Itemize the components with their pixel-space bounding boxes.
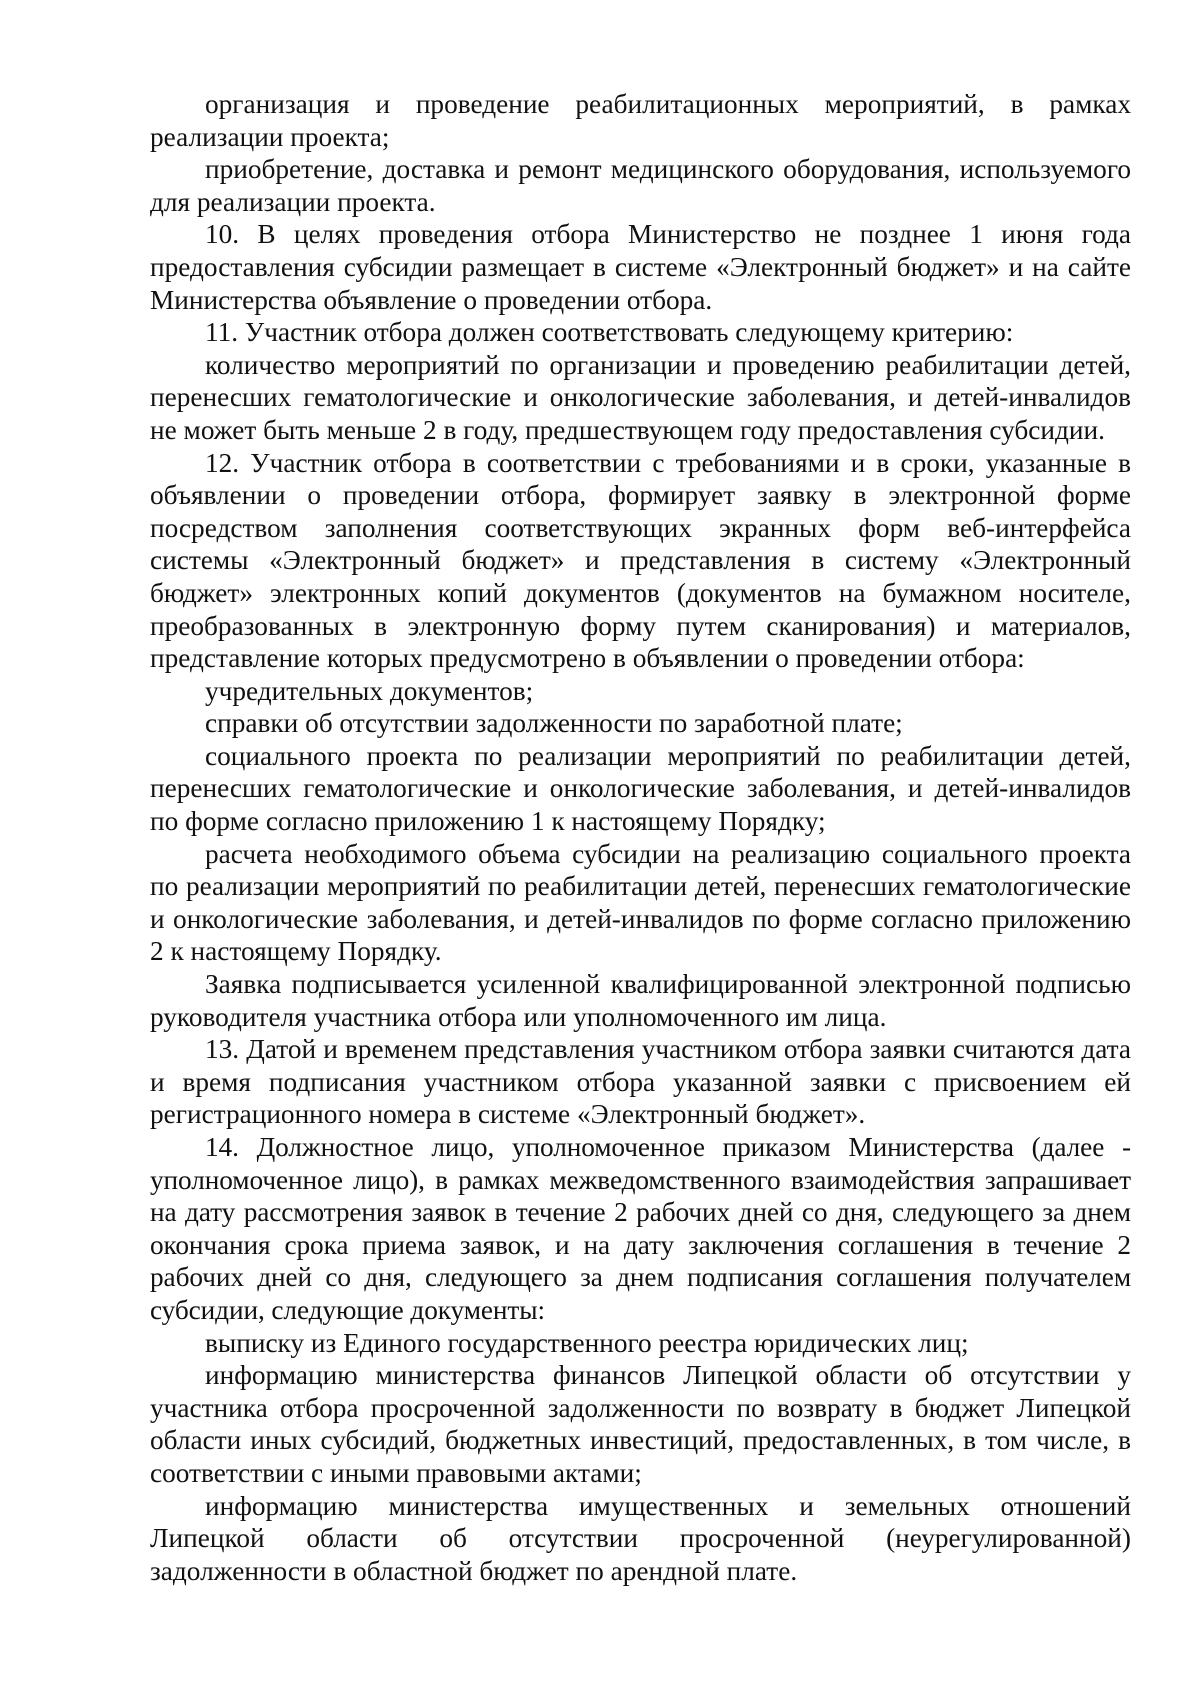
paragraph-13: 13. Датой и временем представления участником отбора заявки считаются дата и время подписания участником отбора указанной заявки с присвоением ей регистрационного номера в системе «Электронный бюджет».: [150, 1034, 1131, 1130]
paragraph-12: 12. Участник отбора в соответствии с требованиями и в сроки, указанные в объявлении о проведении отбора, формирует заявку в электронной форме посредством заполнения соответствующих экранных форм веб-интерфейса системы «Электронный бюджет» и представления в систему «Электронный бюджет» электронных копий документов (документов на бумажном носителе, преобразованных в электронную форму путем сканирования) и материалов, представление которых предусмотрено в объявлении о проведении отбора:: [150, 447, 1131, 674]
paragraph-14: 14. Должностное лицо, уполномоченное приказом Министерства (далее - уполномоченное лицо), в рамках межведомственного взаимодействия запрашивает на дату рассмотрения заявок в течение 2 рабочих дней со дня, следующего за днем окончания срока приема заявок, и на дату заключения соглашения в течение 2 рабочих дней со дня, следующего за днем подписания соглашения получателем субсидии, следующие документы:: [150, 1132, 1131, 1325]
paragraph-equipment: приобретение, доставка и ремонт медицинского оборудования, используемого для реализации проекта.: [150, 154, 1131, 217]
list-item-property-ministry-info: информацию министерства имущественных и земельных отношений Липецкой области об отсутствии просроченной (неурегулированной) задолженности в областной бюджет по арендной плате.: [150, 1490, 1131, 1586]
list-item-finance-ministry-info: информацию министерства финансов Липецкой области об отсутствии у участника отбора просроченной задолженности по возврату в бюджет Липецкой области иных субсидий, бюджетных инвестиций, предоставленных, в том числе, в соответствии с иными правовыми актами;: [150, 1360, 1131, 1488]
paragraph-rehabilitation-activities: организация и проведение реабилитационных мероприятий, в рамках реализации проекта;: [150, 89, 1131, 152]
list-item-legal-entities-register: выписку из Единого государственного реестра юридических лиц;: [205, 1327, 969, 1358]
document-body: [150, 88, 1131, 1587]
paragraph-11-criterion: количество мероприятий по организации и проведению реабилитации детей, перенесших гематологические и онкологические заболевания, и детей-инвалидов не может быть меньше 2 в году, предшествующем году предоставления субсидии.: [150, 349, 1131, 445]
list-item-subsidy-calculation: расчета необходимого объема субсидии на реализацию социального проекта по реализации мероприятий по реабилитации детей, перенесших гематологические и онкологические заболевания, и детей-инвалидов по форме согласно приложению 2 к настоящему Порядку.: [150, 838, 1131, 967]
paragraph-application-signature: Заявка подписывается усиленной квалифицированной электронной подписью руководителя участника отбора или уполномоченного им лица.: [150, 969, 1131, 1032]
list-item-social-project: социального проекта по реализации мероприятий по реабилитации детей, перенесших гематологические и онкологические заболевания, и детей-инвалидов по форме согласно приложению 1 к настоящему Порядку;: [150, 740, 1131, 837]
list-item-founding-documents: учредительных документов;: [205, 675, 534, 706]
list-item-salary-debt-certificate: справки об отсутствии задолженности по заработной плате;: [205, 708, 903, 739]
paragraph-11: 11. Участник отбора должен соответствовать следующему критерию:: [205, 317, 1014, 348]
paragraph-10: 10. В целях проведения отбора Министерство не позднее 1 июня года предоставления субсидии размещает в системе «Электронный бюджет» и на сайте Министерства объявление о проведении отбора.: [150, 219, 1131, 315]
